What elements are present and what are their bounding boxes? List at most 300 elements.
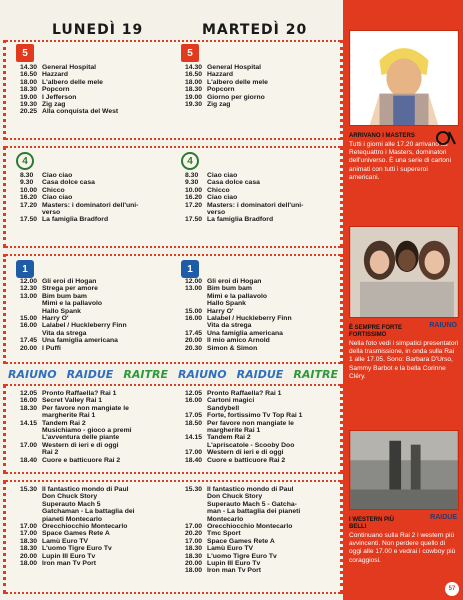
- schedule-row: [185, 420, 335, 427]
- schedule-time: 18.00: [20, 560, 38, 568]
- schedule-time: 17.05: [185, 412, 203, 420]
- schedule-row: [20, 501, 170, 508]
- schedule-time: 16.00: [20, 397, 38, 405]
- he-man-illustration: [349, 30, 459, 126]
- red-network-logo-icon: 5: [181, 44, 199, 62]
- schedule-row: [20, 101, 170, 108]
- schedule-time: 18.30: [185, 86, 203, 94]
- schedule-time: [185, 516, 207, 523]
- schedule-program: I Jefferson: [42, 93, 77, 101]
- schedule-row: [185, 427, 335, 434]
- schedule-row: [185, 412, 335, 419]
- schedule-program: Western di ieri e di oggi: [42, 441, 119, 449]
- schedule-time: 12.00: [185, 278, 203, 285]
- schedule-program: Gatchaman - La battaglia dei: [42, 508, 135, 516]
- schedule-row: [20, 390, 170, 397]
- schedule-program: Pronto Raffaella? Rai 1: [42, 390, 117, 397]
- schedule-row: [20, 71, 170, 78]
- schedule-row: [20, 86, 170, 93]
- schedule-program: L'uomo Tigre Euro Tv: [42, 545, 112, 553]
- presenters-photo: [349, 226, 459, 318]
- schedule-time: [20, 434, 42, 441]
- fortissimo-card: [349, 226, 459, 381]
- schedule-row: [20, 560, 170, 567]
- schedule-time: 18.40: [20, 456, 38, 464]
- schedule-program: Masters: i dominatori dell'uni-: [42, 201, 139, 209]
- western-card: [349, 430, 459, 565]
- schedule-time: 18.00: [185, 567, 203, 575]
- schedule-program: Una famiglia americana: [207, 329, 283, 337]
- schedule-time: 16.20: [20, 194, 38, 202]
- schedule-left-4: [20, 390, 170, 464]
- schedule-program: Musichiamo - gioco a premi: [42, 427, 132, 435]
- schedule-time: 15.30: [185, 486, 203, 493]
- schedule-program: Tandem Rai 2: [207, 434, 251, 442]
- channel-block-3: [3, 254, 343, 364]
- western-photo: [349, 430, 459, 510]
- schedule-row: [185, 293, 335, 300]
- schedule-time: 17.00: [20, 530, 38, 538]
- schedule-time: 12.05: [20, 390, 38, 397]
- schedule-time: 18.30: [185, 545, 203, 553]
- schedule-time: 16.20: [185, 194, 203, 202]
- schedule-time: 17.00: [20, 523, 38, 531]
- schedule-row: [20, 420, 170, 427]
- schedule-right-5: [185, 486, 335, 575]
- schedule-program: Giorno per giorno: [207, 93, 265, 101]
- schedule-program: margherite Rai 1: [42, 412, 96, 420]
- schedule-program: La famiglia Bradford: [207, 216, 274, 224]
- schedule-time: 8.30: [20, 172, 34, 179]
- schedule-row: [185, 397, 335, 404]
- schedule-time: [20, 501, 42, 508]
- schedule-time: 18.50: [185, 419, 203, 427]
- schedule-row: [20, 449, 170, 456]
- schedule-program: Per favore non mangiate le: [42, 404, 129, 412]
- schedule-time: 20.20: [185, 530, 203, 538]
- schedule-program: Popcorn: [207, 86, 235, 94]
- schedule-time: 9.30: [185, 179, 199, 187]
- schedule-row: [20, 179, 170, 186]
- schedule-row: [185, 330, 335, 337]
- schedule-program: Don Chuck Story: [42, 493, 98, 501]
- schedule-time: 16.00: [20, 322, 38, 330]
- schedule-program: I Puffi: [42, 344, 61, 352]
- schedule-time: 18.30: [20, 545, 38, 553]
- schedule-program: Space Games Rete A: [42, 530, 110, 538]
- schedule-row: [20, 308, 170, 315]
- schedule-program: Bim bum bam: [207, 285, 252, 293]
- schedule-row: [20, 553, 170, 560]
- schedule-time: 20.25: [20, 108, 38, 116]
- schedule-time: [185, 508, 207, 515]
- page-number: 57: [445, 582, 459, 596]
- schedule-program: Space Games Rete A: [207, 537, 275, 545]
- schedule-time: 20.00: [20, 344, 38, 352]
- schedule-program: La famiglia Bradford: [42, 216, 109, 224]
- schedule-program: Forte, fortissimo Tv Top Rai 1: [207, 412, 303, 420]
- schedule-program: Mimì e la pallavolo: [207, 292, 268, 300]
- schedule-time: 15.30: [20, 486, 38, 493]
- schedule-row: [20, 530, 170, 537]
- schedule-program: pianeti Montecarlo: [42, 515, 103, 523]
- schedule-time: 14.30: [185, 64, 203, 71]
- raidue-card-brand: RAIDUE: [430, 514, 457, 521]
- schedule-time: 19.30: [20, 101, 38, 109]
- schedule-time: 18.00: [185, 78, 203, 86]
- schedule-row: [185, 94, 335, 101]
- western-card-text: Continuano sulla Rai 2 i western più avvincenti. Non perdere quello di oggi alle 17.00 e vedrai i cowboy più coraggiosi.: [349, 532, 456, 564]
- schedule-row: [20, 523, 170, 530]
- schedule-time: 17.45: [20, 337, 38, 345]
- schedule-row: [20, 493, 170, 500]
- schedule-program: Superauto Mach 5 - Gatcha-: [207, 500, 297, 508]
- schedule-time: 18.30: [20, 404, 38, 412]
- schedule-row: [185, 567, 335, 574]
- schedule-row: [185, 434, 335, 441]
- schedule-time: 18.00: [20, 78, 38, 86]
- schedule-row: [20, 508, 170, 515]
- schedule-row: [20, 285, 170, 292]
- blue-network-logo-icon: 1: [16, 260, 34, 278]
- schedule-program: verso: [207, 209, 226, 217]
- schedule-time: [20, 209, 42, 216]
- schedule-program: Orecchiocchio Montecarlo: [42, 523, 128, 531]
- schedule-program: Lamù Euro TV: [207, 545, 254, 553]
- schedule-row: [185, 538, 335, 545]
- schedule-row: [185, 202, 335, 209]
- schedule-time: 19.00: [185, 93, 203, 101]
- schedule-row: [20, 345, 170, 352]
- schedule-time: 15.00: [185, 307, 203, 315]
- schedule-program: Il fantastico mondo di Paul: [207, 486, 294, 493]
- schedule-program: Secret Valley Rai 1: [42, 397, 103, 405]
- schedule-row: [20, 94, 170, 101]
- schedule-row: [185, 79, 335, 86]
- western-card-title: I WESTERN PIÙ BELLI: [349, 517, 395, 530]
- schedule-program: Superauto Mach 5: [42, 500, 101, 508]
- schedule-time: 16.50: [185, 71, 203, 79]
- schedule-time: [20, 300, 42, 307]
- schedule-program: Lamù Euro TV: [42, 537, 89, 545]
- schedule-row: [20, 79, 170, 86]
- schedule-row: [20, 209, 170, 216]
- schedule-row: [20, 486, 170, 493]
- schedule-time: [185, 493, 207, 500]
- schedule-program: Western di ieri e di oggi: [207, 449, 284, 457]
- schedule-program: Il mio amico Arnold: [207, 337, 270, 345]
- schedule-row: [185, 64, 335, 71]
- schedule-time: 8.30: [185, 172, 199, 179]
- schedule-program: Chicco: [42, 186, 65, 194]
- schedule-row: [20, 322, 170, 329]
- schedule-row: [185, 300, 335, 307]
- schedule-program: Lupin III Euro Tv: [42, 552, 96, 560]
- channel-block-4: [3, 384, 343, 474]
- schedule-time: [20, 427, 42, 434]
- schedule-program: Mimì e la pallavolo: [42, 300, 103, 308]
- green-network-logo-icon: 4: [181, 152, 199, 170]
- schedule-time: 20.00: [20, 552, 38, 560]
- schedule-time: 14.30: [20, 64, 38, 71]
- schedule-row: [20, 412, 170, 419]
- masters-card-title: ARRIVANO I MASTERS: [349, 133, 415, 139]
- blue-network-logo-icon: 1: [181, 260, 199, 278]
- schedule-row: [185, 216, 335, 223]
- schedule-time: 17.20: [20, 201, 38, 209]
- schedule-row: [20, 172, 170, 179]
- schedule-program: Rai 2: [42, 449, 59, 457]
- schedule-row: [185, 337, 335, 344]
- schedule-program: margherite Rai 1: [207, 427, 261, 435]
- schedule-program: Hallo Spank: [207, 300, 246, 308]
- schedule-row: [20, 516, 170, 523]
- schedule-time: 17.20: [185, 201, 203, 209]
- schedule-time: 17.45: [185, 329, 203, 337]
- raitre-label: RAITRE: [123, 367, 168, 381]
- masters-card: [349, 30, 459, 182]
- schedule-time: 17.50: [20, 216, 38, 224]
- schedule-left-2: [20, 172, 170, 224]
- schedule-program: L'uomo Tigre Euro Tv: [207, 552, 277, 560]
- schedule-program: Don Chuck Story: [207, 493, 263, 501]
- schedule-program: L'albero delle mele: [207, 78, 268, 86]
- schedule-time: [20, 508, 42, 515]
- schedule-time: [20, 449, 42, 456]
- schedule-time: 18.30: [185, 552, 203, 560]
- schedule-program: Casa dolce casa: [207, 179, 260, 187]
- schedule-time: 10.00: [20, 186, 38, 194]
- schedule-row: [185, 523, 335, 530]
- schedule-time: 14.15: [20, 419, 38, 427]
- schedule-row: [185, 71, 335, 78]
- green-network-logo-icon: 4: [16, 152, 34, 170]
- schedule-row: [185, 516, 335, 523]
- schedule-time: 13.00: [185, 285, 203, 293]
- raiuno-label: RAIUNO: [8, 367, 57, 381]
- schedule-right-3: [185, 278, 335, 352]
- schedule-row: [20, 216, 170, 223]
- schedule-row: [185, 553, 335, 560]
- schedule-program: Hazzard: [207, 71, 234, 79]
- channel-block-2: [3, 146, 343, 248]
- schedule-program: man - La battaglia dei pianeti: [207, 508, 301, 516]
- schedule-program: Simon & Simon: [207, 344, 258, 352]
- red-network-logo-icon: 5: [16, 44, 34, 62]
- schedule-time: 17.00: [185, 449, 203, 457]
- schedule-row: [20, 457, 170, 464]
- schedule-row: [20, 202, 170, 209]
- rai-channels-banner: [3, 366, 343, 382]
- schedule-row: [20, 64, 170, 71]
- schedule-row: [185, 278, 335, 285]
- schedule-program: L'avventura delle piante: [42, 434, 120, 442]
- schedule-program: Iron man Tv Port: [207, 567, 262, 575]
- schedule-time: 16.00: [185, 315, 203, 323]
- schedule-row: [20, 434, 170, 441]
- schedule-row: [20, 337, 170, 344]
- raiuno-label: RAIUNO: [178, 367, 227, 381]
- schedule-program: verso: [42, 209, 61, 217]
- schedule-time: 14.15: [185, 434, 203, 442]
- schedule-row: [185, 209, 335, 216]
- schedule-time: 16.50: [20, 71, 38, 79]
- schedule-row: [185, 101, 335, 108]
- side-panel: [343, 0, 463, 600]
- schedule-program: Lalabel / Huckleberry Finn: [207, 315, 292, 323]
- schedule-row: [185, 486, 335, 493]
- schedule-row: [185, 187, 335, 194]
- schedule-program: Chicco: [207, 186, 230, 194]
- schedule-time: 13.00: [20, 292, 38, 300]
- schedule-program: Cartoni magici: [207, 397, 255, 405]
- schedule-program: Harry O': [207, 307, 234, 315]
- schedule-time: [185, 322, 207, 329]
- schedule-row: [20, 315, 170, 322]
- schedule-row: [20, 194, 170, 201]
- schedule-program: Hallo Spank: [42, 307, 81, 315]
- schedule-program: Masters: i dominatori dell'uni-: [207, 201, 304, 209]
- schedule-program: Ciao ciao: [207, 194, 238, 202]
- schedule-right-2: [185, 172, 335, 224]
- masters-card-text: Tutti i giorni alle 17.20 arrivano su Retequattro i Masters, dominatori dell'universo. È una serie di cartoni animati con tutti i supereroi americani.: [349, 141, 452, 181]
- schedule-row: [185, 315, 335, 322]
- schedule-row: [185, 194, 335, 201]
- schedule-program: Tmc Sport: [207, 530, 241, 538]
- schedule-time: 19.30: [185, 101, 203, 109]
- schedule-program: Lupin III Euro Tv: [207, 560, 261, 568]
- schedule-time: [20, 412, 42, 419]
- channel-block-1: [3, 40, 343, 140]
- schedule-left-5: [20, 486, 170, 567]
- raidue-label: RAIDUE: [66, 367, 114, 381]
- schedule-time: 12.00: [20, 278, 38, 285]
- schedule-row: [20, 538, 170, 545]
- schedule-right-4: [185, 390, 335, 464]
- schedule-program: Cuore e batticuore Rai 2: [207, 456, 286, 464]
- schedule-row: [185, 545, 335, 552]
- schedule-program: Per favore non mangiate le: [207, 419, 294, 427]
- schedule-time: [185, 209, 207, 216]
- schedule-time: 19.00: [20, 93, 38, 101]
- schedule-row: [185, 345, 335, 352]
- schedule-time: 15.00: [20, 315, 38, 323]
- schedule-program: L'apriscatole - Scooby Doo: [207, 441, 295, 449]
- schedule-program: Lalabel / Huckleberry Finn: [42, 322, 127, 330]
- schedule-time: 16.00: [185, 397, 203, 405]
- schedule-row: [20, 330, 170, 337]
- schedule-time: 17.00: [20, 441, 38, 449]
- schedule-program: Hazzard: [42, 71, 69, 79]
- schedule-row: [20, 278, 170, 285]
- schedule-row: [185, 390, 335, 397]
- raitre-label: RAITRE: [293, 367, 338, 381]
- schedule-time: [20, 308, 42, 315]
- schedule-program: General Hospital: [207, 64, 262, 71]
- schedule-program: Gli eroi di Hogan: [42, 278, 97, 285]
- schedule-program: Strega per amore: [42, 285, 98, 293]
- schedule-time: 18.30: [20, 86, 38, 94]
- schedule-row: [20, 187, 170, 194]
- schedule-time: 12.30: [20, 285, 38, 293]
- schedule-time: 9.30: [20, 179, 34, 187]
- schedule-program: Orecchiocchio Montecarlo: [207, 523, 293, 531]
- schedule-row: [185, 172, 335, 179]
- schedule-program: Ciao ciao: [42, 194, 73, 202]
- schedule-program: Casa dolce casa: [42, 179, 95, 187]
- schedule-row: [185, 508, 335, 515]
- schedule-row: [185, 449, 335, 456]
- schedule-time: 20.00: [185, 337, 203, 345]
- schedule-program: Montecarlo: [207, 515, 244, 523]
- schedule-time: 17.00: [185, 523, 203, 531]
- schedule-time: [185, 442, 207, 449]
- schedule-program: L'albero delle mele: [42, 78, 103, 86]
- schedule-program: Il fantastico mondo di Paul: [42, 486, 129, 493]
- schedule-program: Vita da strega: [207, 322, 252, 330]
- channel-block-5: [3, 480, 343, 594]
- schedule-row: [20, 108, 170, 115]
- schedule-row: [185, 457, 335, 464]
- schedule-left-1: [20, 64, 170, 116]
- schedule-row: [20, 397, 170, 404]
- schedule-row: [20, 405, 170, 412]
- schedule-program: General Hospital: [42, 64, 97, 71]
- schedule-row: [20, 427, 170, 434]
- schedule-row: [20, 545, 170, 552]
- schedule-program: Gli eroi di Hogan: [207, 278, 262, 285]
- day-title-left: LUNEDÌ 19: [52, 22, 144, 38]
- schedule-time: 20.00: [185, 560, 203, 568]
- fortissimo-card-text: Nella foto vedi i simpatici presentatori della trasmissione, in onda sulla Rai 1 alle 17.05. Sono: Barbara D'Urso, Sammy Barbot e la bella Corinne Cléry.: [349, 340, 459, 380]
- schedule-row: [20, 442, 170, 449]
- schedule-row: [185, 530, 335, 537]
- day-title-right: MARTEDÌ 20: [202, 22, 308, 38]
- schedule-time: 12.05: [185, 390, 203, 397]
- schedule-row: [185, 285, 335, 292]
- schedule-time: [20, 493, 42, 500]
- schedule-right-1: [185, 64, 335, 108]
- schedule-program: Tandem Rai 2: [42, 419, 86, 427]
- fortissimo-card-title: È SEMPRE FORTE FORTISSIMO: [349, 325, 403, 338]
- schedule-time: 18.40: [185, 456, 203, 464]
- schedule-time: [185, 427, 207, 434]
- schedule-program: Vita da strega: [42, 329, 87, 337]
- schedule-left-3: [20, 278, 170, 352]
- schedule-row: [185, 501, 335, 508]
- schedule-program: Ciao ciao: [42, 172, 73, 179]
- schedule-row: [185, 442, 335, 449]
- schedule-time: [185, 300, 207, 307]
- schedule-program: Iron man Tv Port: [42, 560, 97, 568]
- schedule-time: [185, 405, 207, 412]
- schedule-row: [20, 300, 170, 307]
- schedule-row: [185, 322, 335, 329]
- schedule-program: Harry O': [42, 315, 69, 323]
- schedule-program: Cuore e batticuore Rai 2: [42, 456, 121, 464]
- schedule-time: 17.50: [185, 216, 203, 224]
- schedule-program: Zig zag: [42, 101, 66, 109]
- schedule-row: [185, 179, 335, 186]
- schedule-program: Sandybell: [207, 404, 240, 412]
- schedule-row: [185, 405, 335, 412]
- raiuno-card-brand: RAIUNO: [429, 322, 457, 329]
- schedule-time: [20, 516, 42, 523]
- schedule-row: [185, 560, 335, 567]
- schedule-time: 10.00: [185, 186, 203, 194]
- schedule-program: Una famiglia americana: [42, 337, 118, 345]
- schedule-time: [185, 501, 207, 508]
